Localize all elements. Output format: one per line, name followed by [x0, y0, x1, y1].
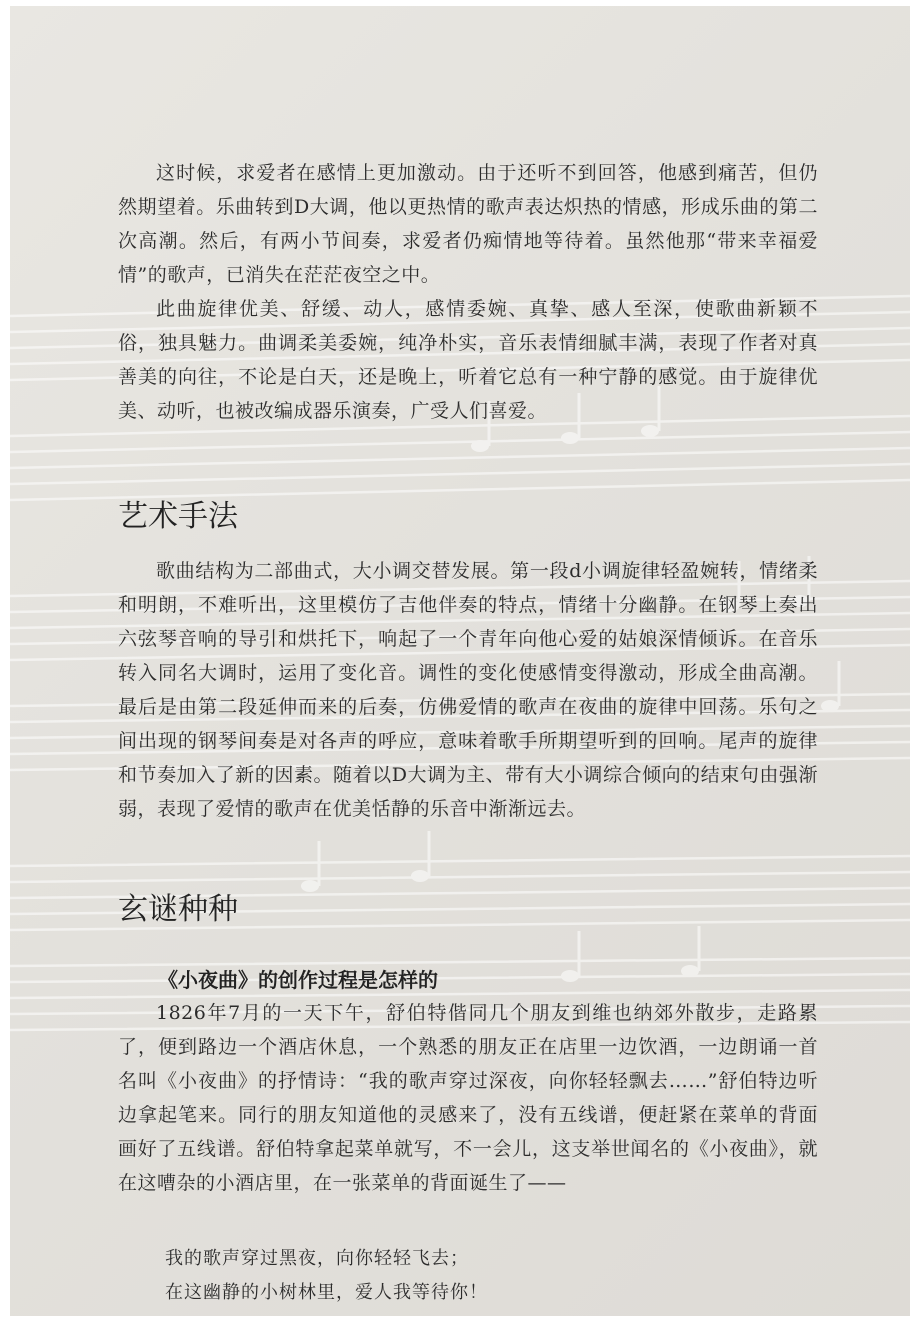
- book-page: [10, 6, 910, 1316]
- section-heading-mystery: 玄谜种种: [118, 892, 238, 927]
- subheading-creation: 《小夜曲》的创作过程是怎样的: [158, 968, 438, 992]
- paragraph-evaluation: 此曲旋律优美、舒缓、动人，感情委婉、真挚、感人至深，使歌曲新颖不俗，独具魅力。曲调柔美委婉，纯净朴实，音乐表情细腻丰满，表现了作者对真善美的向往，不论是白天，还是晚上，听着它总有一种宁静的感觉。由于旋律优美、动听，也被改编成器乐演奏，广受人们喜爱。: [118, 298, 818, 422]
- paragraph-climax: 这时候，求爱者在感情上更加激动。由于还听不到回答，他感到痛苦，但仍然期望着。乐曲转到D大调，他以更热情的歌声表达炽热的情感，形成乐曲的第二次高潮。然后，有两小节间奏，求爱者仍痴情地等待着。虽然他那“带来幸福爱情”的歌声，已消失在茫茫夜空之中。: [118, 162, 818, 286]
- section-heading-art: 艺术手法: [118, 499, 238, 534]
- paragraph-creation-story: 1826年7月的一天下午，舒伯特偕同几个朋友到维也纳郊外散步，走路累了，便到路边一个酒店休息，一个熟悉的朋友正在店里一边饮酒，一边朗诵一首名叫《小夜曲》的抒情诗：“我的歌声穿过深夜，向你轻轻飘去……”舒伯特边听边拿起笔来。同行的朋友知道他的灵感来了，没有五线谱，便赶紧在菜单的背面画好了五线谱。舒伯特拿起菜单就写，不一会儿，这支举世闻名的《小夜曲》，就在这嘈杂的小酒店里，在一张菜单的背面诞生了——: [118, 1002, 818, 1194]
- paragraph-art-technique: 歌曲结构为二部曲式，大小调交替发展。第一段d小调旋律轻盈婉转，情绪柔和明朗，不难听出，这里模仿了吉他伴奏的特点，情绪十分幽静。在钢琴上奏出六弦琴音响的导引和烘托下，响起了一个青年向他心爱的姑娘深情倾诉。在音乐转入同名大调时，运用了变化音。调性的变化使感情变得激动，形成全曲高潮。最后是由第二段延伸而来的后奏，仿佛爱情的歌声在夜曲的旋律中回荡。乐句之间出现的钢琴间奏是对各声的呼应，意味着歌手所期望听到的回响。尾声的旋律和节奏加入了新的因素。随着以D大调为主、带有大小调综合倾向的结束句由强渐弱，表现了爱情的歌声在优美恬静的乐音中渐渐远去。: [118, 560, 818, 820]
- poem-line: 在这幽静的小树林里，爱人我等待你！: [165, 1282, 488, 1303]
- poem-line: 我的歌声穿过黑夜，向你轻轻飞去；: [165, 1248, 469, 1269]
